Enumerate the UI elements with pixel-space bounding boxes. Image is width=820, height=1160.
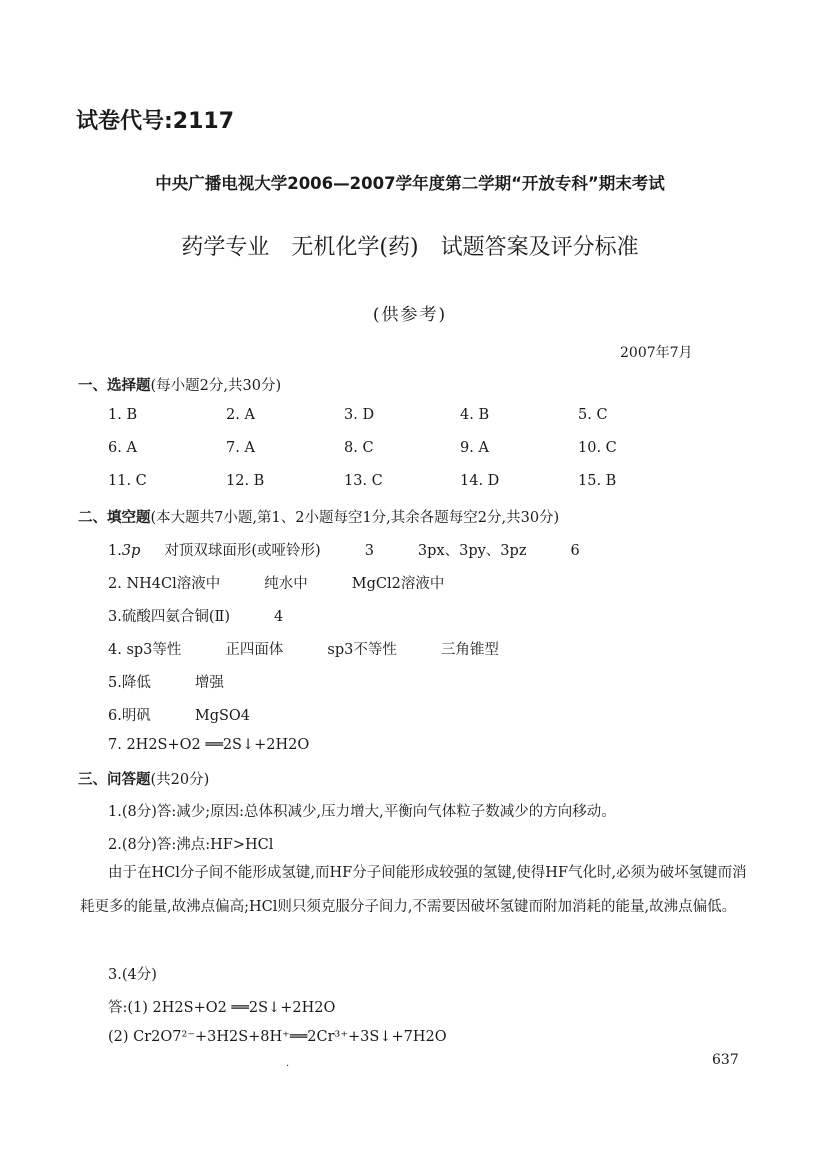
- section-heading-qa: [78, 768, 209, 789]
- section-note: (共20分): [150, 772, 210, 788]
- qa-answer-3-part2: (2) Cr2O7²⁻+3H2S+8H⁺══2Cr³⁺+3S↓+7H2O: [108, 1029, 447, 1045]
- fill-answer-7: 7. 2H2S+O2 ══2S↓+2H2O: [108, 737, 310, 753]
- section-title: 三、问答题: [78, 772, 151, 788]
- section-heading-fill: [78, 506, 559, 527]
- choice-answer: 13. C: [344, 473, 383, 489]
- fill-answer-2: 2. NH4Cl溶液中 纯水中 MgCl2溶液中: [108, 576, 445, 592]
- choice-answer: 11. C: [108, 473, 147, 489]
- page-number: 637: [712, 1052, 739, 1068]
- scan-mark: .: [286, 1058, 290, 1069]
- choice-answer: 8. C: [344, 440, 374, 456]
- choice-answer: 5. C: [578, 407, 608, 423]
- choice-answer: 2. A: [226, 407, 255, 423]
- section-title: 一、选择题: [78, 378, 151, 394]
- choice-answer: 3. D: [344, 407, 375, 423]
- section-note: (每小题2分,共30分): [150, 378, 282, 394]
- choice-answer: 1. B: [108, 407, 138, 423]
- choice-answer: 6. A: [108, 440, 137, 456]
- section-heading-choice: [78, 374, 281, 395]
- choice-answer: 4. B: [460, 407, 490, 423]
- qa-answer-2: 2.(8分)答:沸点:HF>HCl: [108, 837, 274, 853]
- qa-answer-3-heading: 3.(4分): [108, 967, 157, 983]
- choice-answer: 9. A: [460, 440, 489, 456]
- choice-answer: 7. A: [226, 440, 255, 456]
- fill-answer-5: 5.降低 增强: [108, 675, 224, 691]
- fill-answer-4: 4. sp3等性 正四面体 sp3不等性 三角锥型: [108, 642, 499, 658]
- paper-code: 试卷代号:2117: [76, 109, 235, 134]
- exam-title: 中央广播电视大学2006—2007学年度第二学期“开放专科”期末考试: [155, 174, 665, 193]
- section-title: 二、填空题: [78, 510, 151, 526]
- section-note: (本大题共7小题,第1、2小题每空1分,其余各题每空2分,共30分): [150, 510, 560, 526]
- qa-answer-2-explanation: 由于在HCl分子间不能形成氢键,而HF分子间能形成较强的氢键,使得HF气化时,必须为破坏氢键而消耗更多的能量,故沸点偏高;HCl则只须克服分子间力,不需要因破坏氢键而附加消耗的能量,故沸点偏低。: [80, 865, 747, 915]
- qa-answer-1: 1.(8分)答:减少;原因:总体积减少,压力增大,平衡向气体粒子数减少的方向移动。: [108, 804, 616, 820]
- qa-answer-3-part1: 答:(1) 2H2S+O2 ══2S↓+2H2O: [108, 1000, 336, 1016]
- reference-note: (供参考): [372, 305, 448, 325]
- choice-answer: 15. B: [578, 473, 617, 489]
- fill-answer-6: 6.明矾 MgSO4: [108, 708, 251, 724]
- subject-title: 药学专业 无机化学(药) 试题答案及评分标准: [181, 235, 639, 260]
- choice-answer: 12. B: [226, 473, 265, 489]
- choice-answer: 14. D: [460, 473, 500, 489]
- choice-answer: 10. C: [578, 440, 617, 456]
- fill-answer-3: 3.硫酸四氨合铜(Ⅱ) 4: [108, 609, 284, 625]
- exam-date: 2007年7月: [620, 345, 693, 361]
- fill-answer-1: 1.3p 对顶双球面形(或哑铃形) 3 3px、3py、3pz 6: [108, 543, 580, 559]
